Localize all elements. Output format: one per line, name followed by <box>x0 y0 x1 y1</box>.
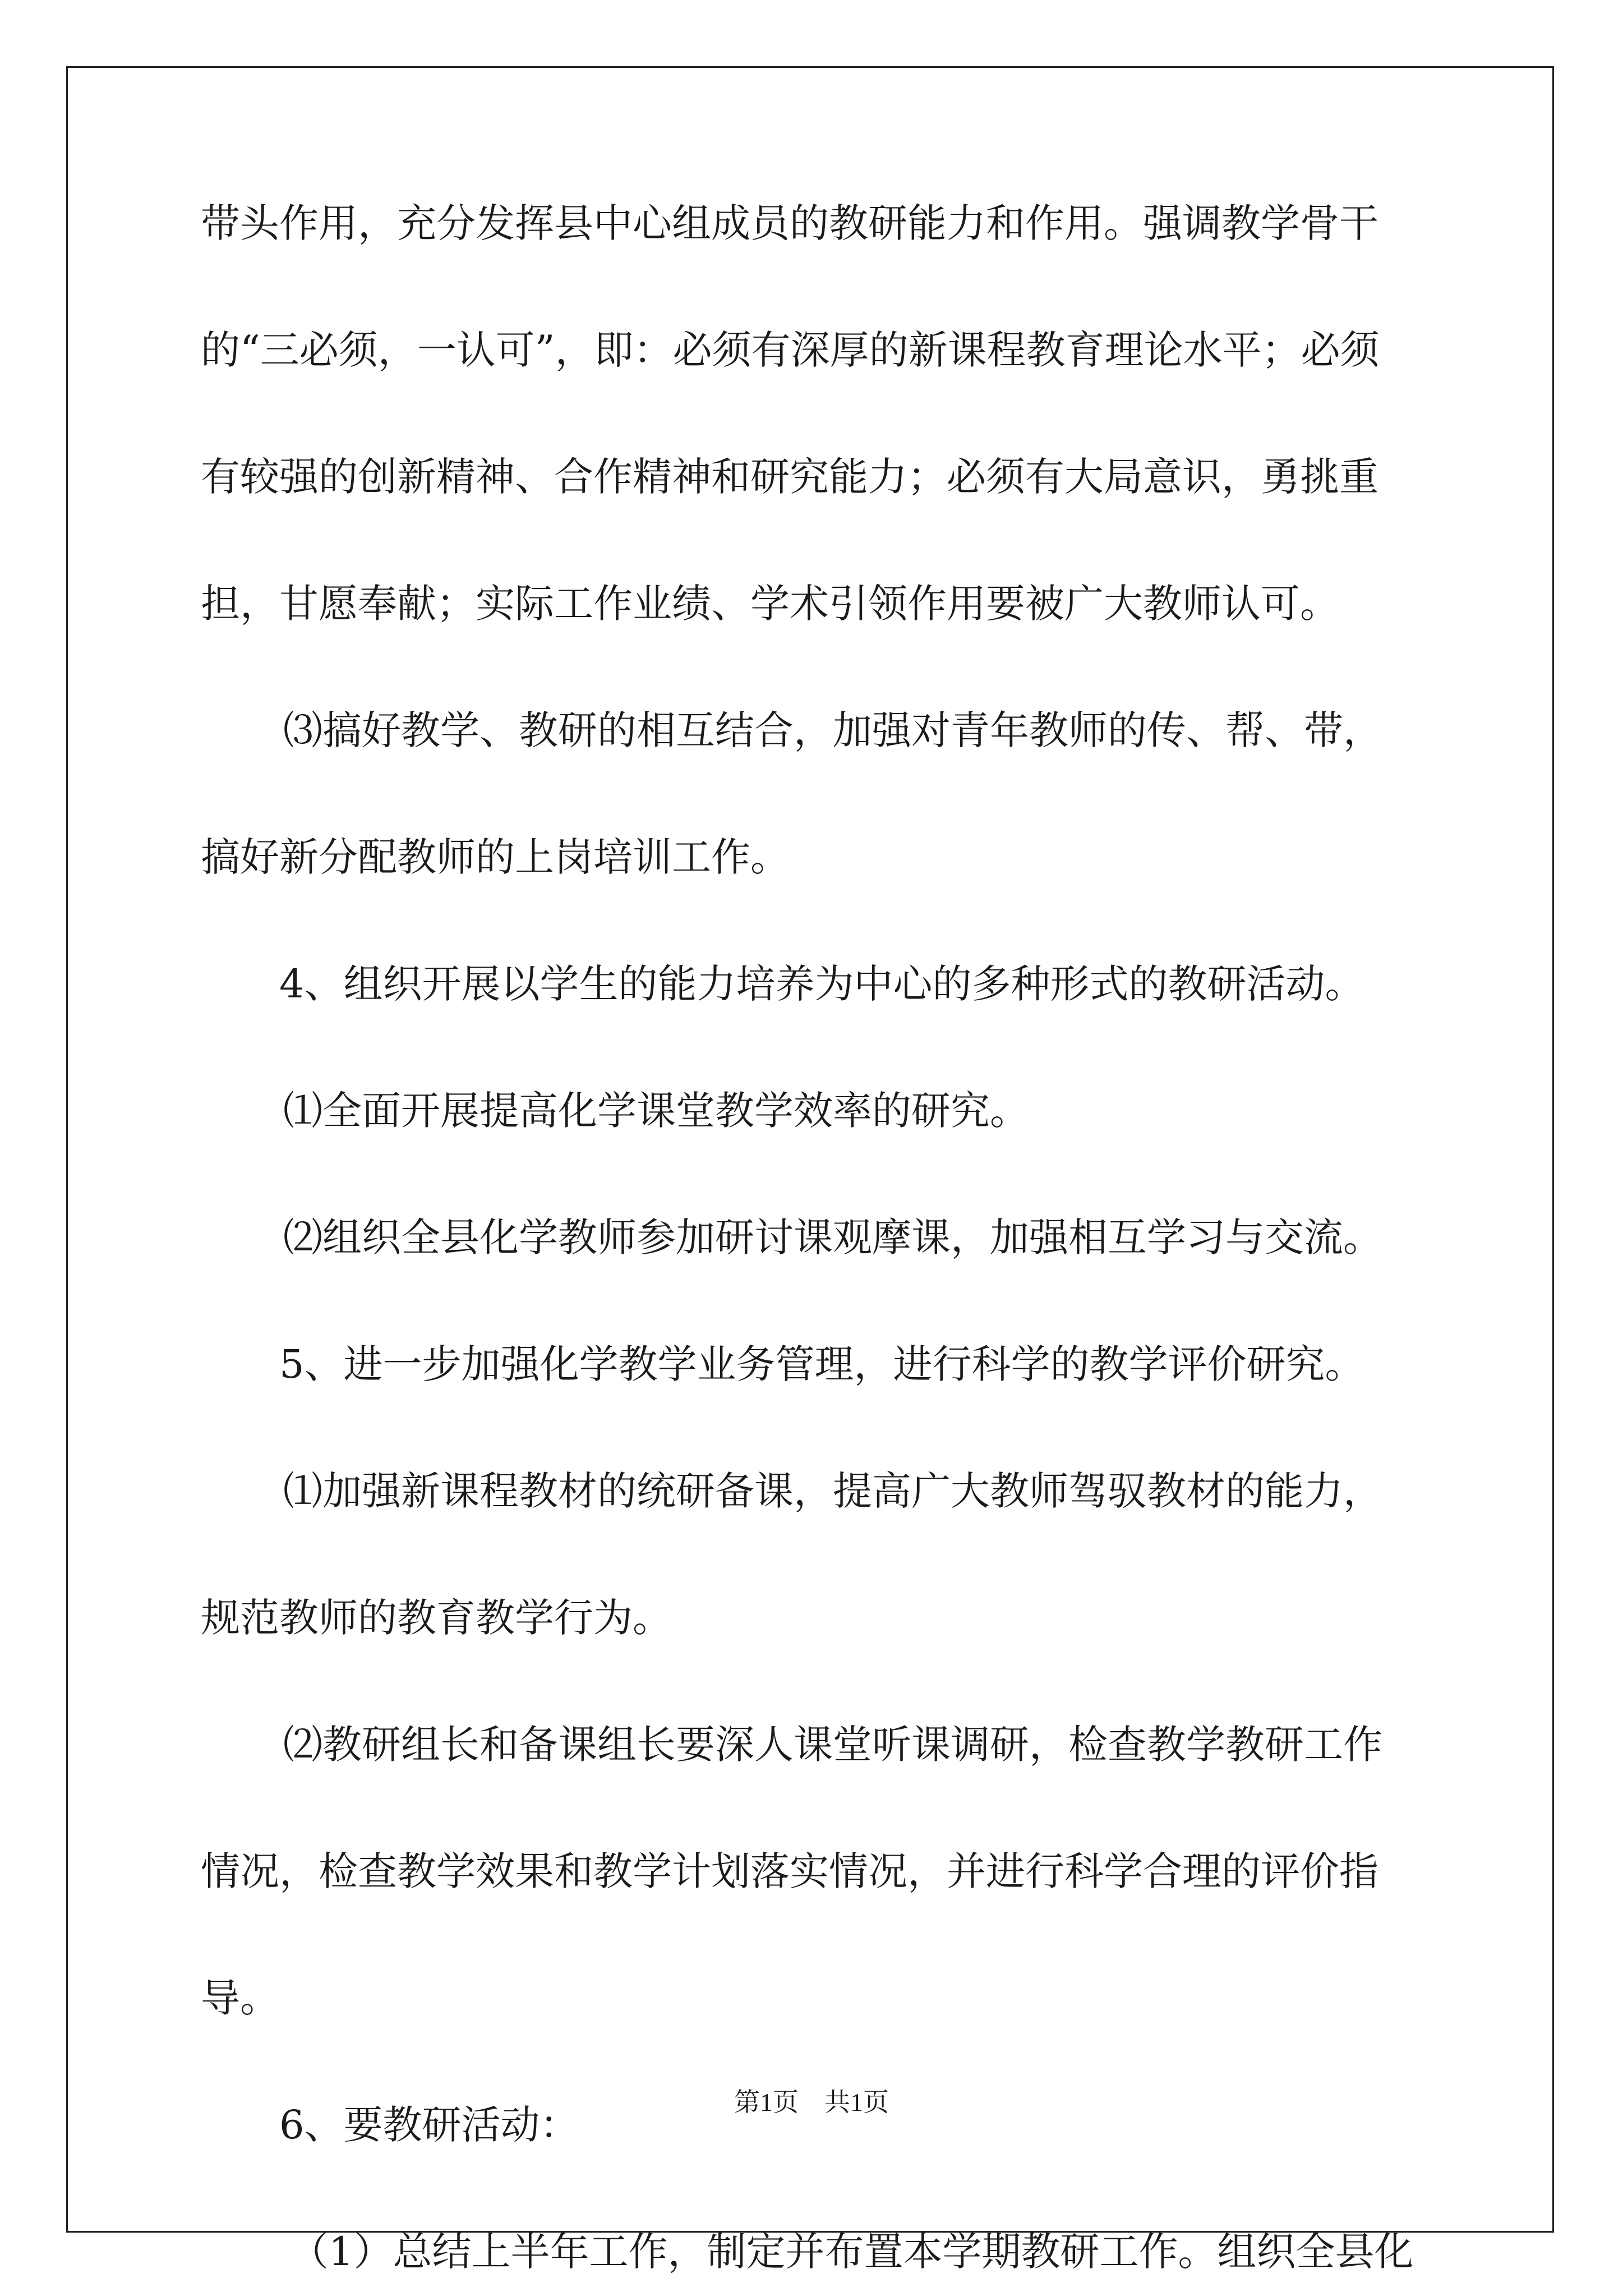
text-line: ⑵组织全县化学教师参加研讨课观摩课，加强相互学习与交流。 <box>283 1214 1382 1260</box>
text-line: ⑶搞好教学、教研的相互结合，加强对青年教师的传、帮、带， <box>283 707 1382 753</box>
text-line: 带头作用，充分发挥县中心组成员的教研能力和作用。强调教学骨干 <box>201 200 1378 246</box>
text-line: （1）总结上半年工作，制定并布置本学期教研工作。组织全县化 <box>289 2229 1414 2275</box>
text-line: 5、进一步加强化学教学业务管理，进行科学的教学评价研究。 <box>279 1341 1364 1387</box>
page-footer <box>0 2086 1623 2119</box>
page-number-total: 共1页 <box>824 2088 889 2116</box>
text-line: ⑵教研组长和备课组长要深人课堂听课调研，检查教学教研工作 <box>283 1722 1382 1768</box>
page-number-current: 第1页 <box>734 2088 799 2116</box>
text-line: 6、要教研活动： <box>279 2102 579 2148</box>
text-line: 规范教师的教育教学行为。 <box>201 1595 672 1641</box>
text-line: 的“三必须，一认可”，即：必须有深厚的新课程教育理论水平；必须 <box>201 327 1380 373</box>
text-line: 情况，检查教学效果和教学计划落实情况，并进行科学合理的评价指 <box>201 1848 1378 1894</box>
text-line: 搞好新分配教师的上岗培训工作。 <box>201 834 790 880</box>
text-line: 有较强的创新精神、合作精神和研究能力；必须有大局意识，勇挑重 <box>201 454 1378 500</box>
page-border <box>66 66 1554 2233</box>
text-line: 4、组织开展以学生的能力培养为中心的多种形式的教研活动。 <box>279 961 1364 1007</box>
text-line: ⑴加强新课程教材的统研备课，提高广大教师驾驭教材的能力， <box>283 1468 1382 1514</box>
text-line: 担，甘愿奉献；实际工作业绩、学术引领作用要被广大教师认可。 <box>201 581 1339 627</box>
text-line: 导。 <box>201 1975 279 2021</box>
text-line: ⑴全面开展提高化学课堂教学效率的研究。 <box>283 1088 1029 1134</box>
